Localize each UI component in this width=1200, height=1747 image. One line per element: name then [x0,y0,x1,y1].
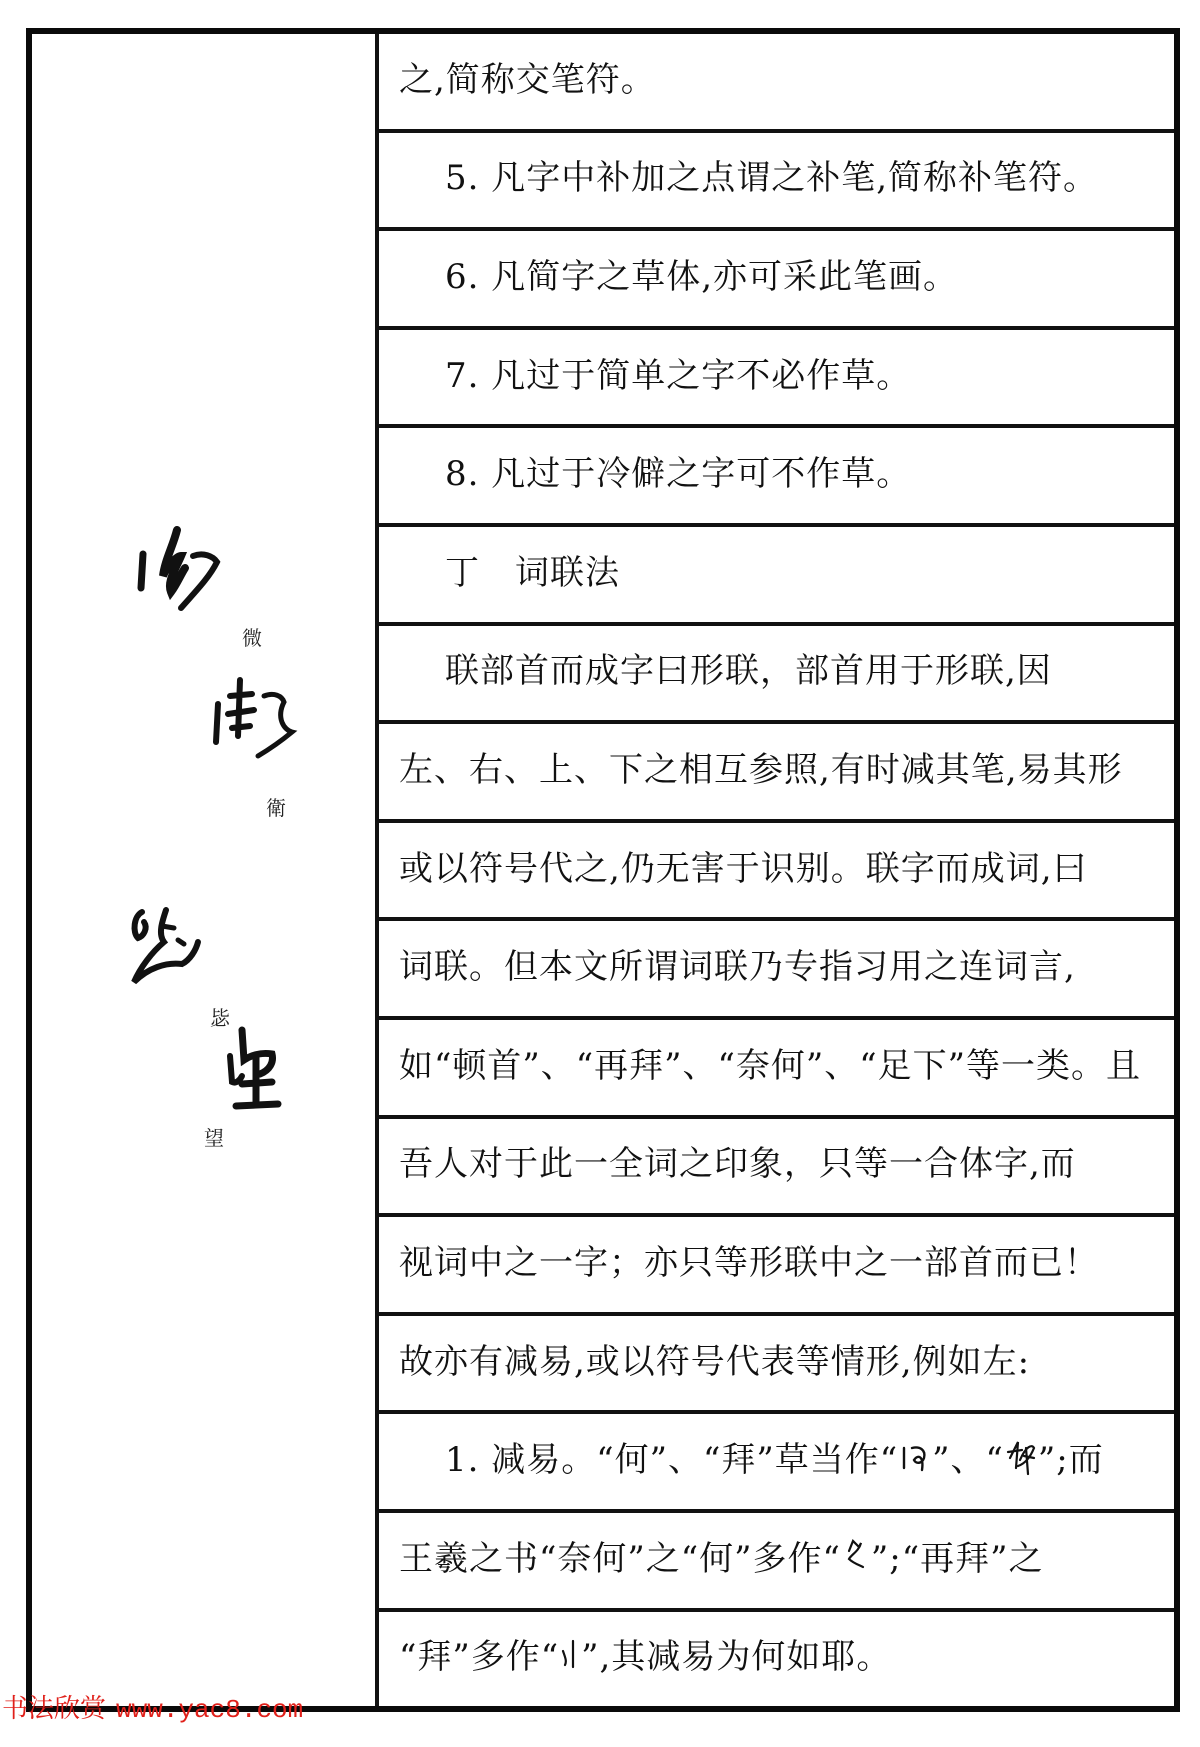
row-text: 故亦有减易,或以符号代表等情形,例如左: [399,1341,1031,1382]
row-text: 吾人对于此一全词之印象，只等一合体字,而 [399,1144,1076,1185]
text-row [379,823,1174,922]
row-text: 8. 凡过于冷僻之字可不作草。 [445,454,912,495]
row-text: 或以符号代之,仍无害于识别。联字而成词,曰 [399,848,1088,889]
row-text: ”;“再拜”之 [870,1538,1044,1579]
row-text: 5. 凡字中补加之点谓之补笔,简称补笔符。 [445,158,1099,199]
row-text: 王羲之书“奈何”之“何”多作“ [399,1538,841,1579]
text-row [379,1217,1174,1316]
row-text: 词联。但本文所谓词联乃专指习用之连词言, [399,947,1076,988]
text-row [379,1414,1174,1513]
cursive-wei-glyph-icon [137,526,237,621]
gloss-wang: 望 [204,1126,224,1150]
cursive-bai-wang-xizhi-inline-icon [559,1637,581,1671]
text-row [379,1513,1174,1612]
text-row [379,330,1174,429]
watermark-label: 书法欣赏 [2,1694,107,1724]
section-heading: 丁 词联法 [445,552,620,593]
watermark-url[interactable]: www.yac8.com [116,1695,304,1725]
cursive-wei2-glyph-icon [212,674,307,764]
cursive-wang-glyph-icon [220,1026,290,1116]
gloss-wei2: 衛 [266,796,286,820]
calligraphy-examples-column [32,34,375,1706]
gloss-wei: 微 [242,626,262,650]
text-row [379,1119,1174,1218]
row-text: 联部首而成字曰形联，部首用于形联,因 [445,651,1052,692]
section-heading-row [379,527,1174,626]
row-text: ”、“ [932,1440,1004,1481]
text-row [379,1020,1174,1119]
text-row [379,133,1174,232]
row-text: 如“顿首”、“再拜”、“奈何”、“足下”等一类。且 [399,1045,1142,1086]
row-text: 1. 减易。“何”、“拜”草当作“ [445,1440,899,1481]
row-text: ”,其减易为何如耶。 [581,1637,892,1678]
cursive-bai-inline-icon [1004,1438,1038,1476]
row-text: 7. 凡过于简单之字不必作草。 [445,355,912,396]
text-row [379,428,1174,527]
row-text: ”;而 [1037,1440,1104,1481]
text-row [379,1316,1174,1415]
page-frame [26,28,1180,1712]
row-text: “拜”多作“ [399,1637,560,1678]
cursive-bi-glyph-icon [122,902,212,992]
row-text: 视词中之一字；亦只等形联中之一部首而已！ [399,1242,1099,1283]
text-row [379,724,1174,823]
text-row [379,626,1174,725]
gloss-bi: 毖 [210,1006,230,1030]
cursive-he-wang-xizhi-inline-icon [841,1537,871,1573]
cursive-he-inline-icon [898,1440,932,1474]
text-row [379,231,1174,330]
row-text: 左、右、上、下之相互参照,有时减其笔,易其形 [399,749,1123,790]
text-row [379,921,1174,1020]
text-row [379,34,1174,133]
text-row [379,1612,1174,1707]
text-column [379,34,1174,1706]
row-text: 6. 凡简字之草体,亦可采此笔画。 [445,256,959,297]
row-text: 之,简称交笔符。 [399,59,656,100]
site-watermark [2,1688,303,1725]
